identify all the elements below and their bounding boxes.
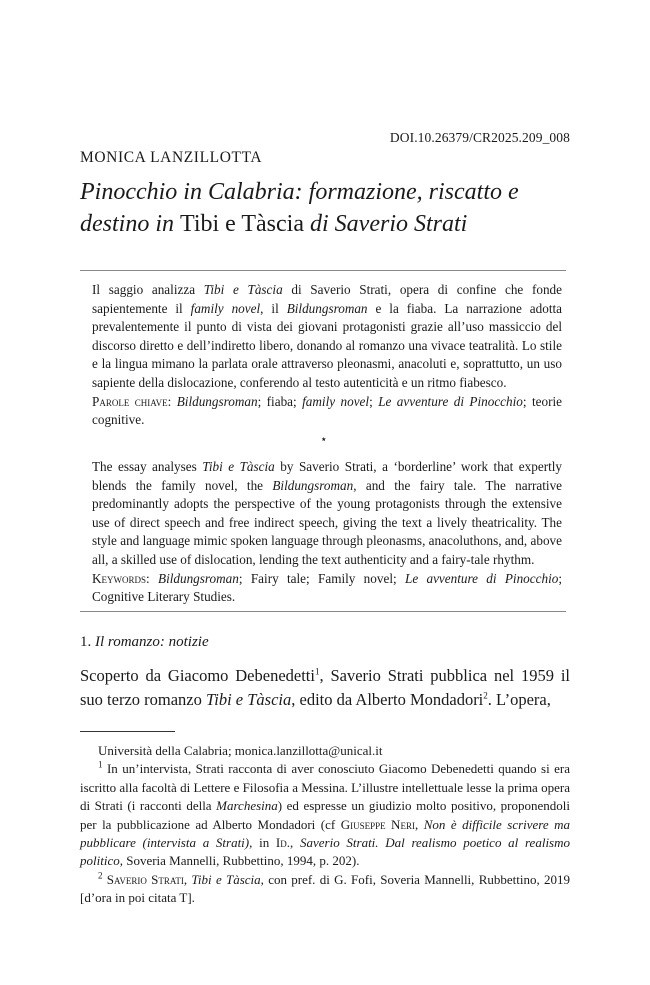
affiliation-note: Università della Calabria; monica.lanzillotta@unical.it: [98, 743, 383, 758]
abstract-it-text: di Saverio Strati, opera di confine che fonde sapientemente il: [92, 282, 562, 316]
keyword: family novel: [302, 393, 370, 409]
keyword: Le avventure di Pinocchio: [404, 570, 559, 586]
footnote-text: ,: [183, 871, 188, 887]
keyword: ; Cognitive Literary Studies.: [92, 570, 563, 605]
article-title: [80, 176, 580, 240]
keyword: ; fiaba;: [257, 393, 297, 409]
footnote-number: 2: [98, 870, 103, 881]
footnote-text: ,: [414, 816, 419, 832]
abstract-top-rule: [80, 270, 566, 271]
footnote-author: Giuseppe Neri: [340, 816, 415, 832]
abstract-it-term: Bildungsroman: [286, 300, 368, 316]
footnote-italic: Saverio Strati. Dal realismo poetico al realismo politico: [80, 835, 571, 869]
body-text: , Saverio Strati pubblica nel 1959 il suo terzo romanzo: [80, 666, 571, 709]
abstract-it-text: Il saggio analizza: [92, 282, 196, 297]
doi: DOI.10.26379/CR2025.209_008: [389, 130, 570, 145]
keyword: ; teorie cognitive.: [92, 393, 563, 428]
body-text: Scoperto da Giacomo Debenedetti: [80, 666, 315, 685]
footnote-italic: Marchesina: [216, 798, 278, 814]
title-book-name: Tibi e Tàscia: [180, 211, 304, 237]
keyword-sep: ;: [369, 393, 373, 409]
abstract-en-text: by Saverio Strati, a ‘borderline’ work that expertly blends the family novel, the: [92, 459, 563, 493]
section-heading: [80, 634, 209, 651]
footnote-2: [80, 871, 570, 908]
separator-star: ⋆: [320, 432, 328, 446]
footnote-author: Id.: [275, 835, 291, 851]
title-part-2: di Saverio Strati: [310, 211, 468, 237]
abstract-en-book: Tibi e Tàscia: [202, 459, 275, 474]
keyword: ; Fairy tale; Family novel;: [238, 570, 397, 586]
abstract-en-term: Bildungsroman: [272, 477, 354, 493]
abstract-it-book: Tibi e Tàscia: [203, 282, 283, 297]
footnote-text: , con pref. di G. Fofi, Soveria Mannelli, Rubbettino, 2019 [d’ora in poi citata T].: [80, 871, 571, 906]
footnote-text: , Soveria Mannelli, Rubbettino, 1994, p. 202).: [119, 853, 360, 869]
keyword: Le avventure di Pinocchio: [378, 393, 523, 409]
abstract-en-text: The essay analyses: [92, 459, 197, 474]
abstract-en-text: , and the fairy tale. The narrative predominantly adopts the perspective of the young protagonists through the extensive use of direct speech and free indirect speech, giving the text a lively theatricality. The style and language mimic spoken language through pleonasms, anacoluthons, and, above all, a skilled use of dislocation, lending the text authenticity and a fairy-tale rhythm.: [92, 477, 563, 567]
body-paragraph: [80, 664, 570, 712]
title-part-1: Pinocchio in Calabria: formazione, riscatto e destino in: [80, 179, 519, 237]
abstract-it-text: , il: [260, 300, 279, 316]
footnote-number: 1: [98, 760, 103, 771]
body-text: . L’opera,: [487, 690, 551, 709]
footnote-text: In un’intervista, Strati racconta di aver conosciuto Giacomo Debenedetti quando si era iscritto alla facoltà di Lettere e Filosofia a Messina. L’illustre intellettuale lesse la prima opera di Strati (i racconti della: [80, 761, 571, 814]
footnote-italic: Tibi e Tàscia: [191, 871, 261, 887]
abstract-italian: Il saggio analizza Tibi e Tàscia di Saverio Strati, opera di confine che fonde sapientemente il family novel, il Bildungsroman e la fiaba. La narrazione adotta prevalentemente il punto di vista dei giovani protagonisti grazie all’uso massiccio del discorso diretto e dell’indiretto libero, donando al romanzo una vivace teatralità. Lo stile e la lingua mimano la parlata orale attraverso pleonasmi, anacoluti e, soprattutto, un uso sapiente della dislocazione, conferendo al testo autenticità e un ritmo fiabesco. Parole chiave: Bildungsroman; fiaba; family novel; Le avventure di Pinocchio; teorie cognitive.: [92, 282, 563, 428]
abstract-it-term: family novel: [190, 300, 261, 316]
abstract-bottom-rule: [80, 611, 566, 612]
abstract-it-text: e la fiaba. La narrazione adotta prevalentemente il punto di vista dei giovani protagonisti grazie all’uso massiccio del discorso diretto e dell’indiretto libero, donando al romanzo una vivace teatralità. Lo stile e la lingua mimano la parlata orale attraverso pleonasmi, anacoluti e, soprattutto, un uso sapiente della dislocazione, conferendo al testo autenticità e un ritmo fiabesco.: [92, 300, 563, 390]
footnote-ref-2[interactable]: 2: [483, 690, 488, 701]
keyword: Bildungsroman: [158, 570, 239, 586]
footnote-text: ) ed espresse un giudizio molto positivo, proponendoli per la pubblicazione ad Alberto Mondadori (cf: [80, 798, 570, 832]
footnote-text: ,: [290, 835, 294, 851]
author-name: MONICA LANZILLOTTA: [80, 149, 263, 166]
footnote-rule: [80, 731, 175, 732]
abstract-english: The essay analyses Tibi e Tàscia by Saverio Strati, a ‘borderline’ work that expertly blends the family novel, the Bildungsroman, and the fairy tale. The narrative predominantly adopts the perspective of the young protagonists through the extensive use of direct speech and free indirect speech, giving the text a lively theatricality. The style and language mimic spoken language through pleonasms, anacoluthons, and, above all, a skilled use of dislocation, lending the text authenticity and a fairy-tale rhythm. Keywords: Bildungsroman; Fairy tale; Family novel; Le avventure di Pinocchio; Cognitive Literary Studies.: [92, 459, 563, 605]
footnotes: [80, 742, 570, 908]
section-title: Il romanzo: notizie: [95, 634, 209, 650]
footnote-author: Saverio Strati: [106, 871, 184, 887]
footnote-ref-1[interactable]: 1: [314, 666, 320, 677]
body-text: , edito da Alberto Mondadori: [291, 690, 484, 709]
footnote-italic: Non è difficile scrivere ma pubblicare (intervista a Strati): [80, 816, 571, 851]
keyword: Bildungsroman: [176, 393, 258, 409]
keywords-label-en: Keywords: [92, 570, 147, 586]
footnote-text: , in: [249, 835, 270, 851]
body-book-title: Tibi e Tàscia: [206, 690, 292, 709]
section-number: 1.: [80, 634, 92, 650]
keywords-label-it: Parole chiave: [92, 393, 168, 409]
footnote-1: [80, 760, 570, 870]
